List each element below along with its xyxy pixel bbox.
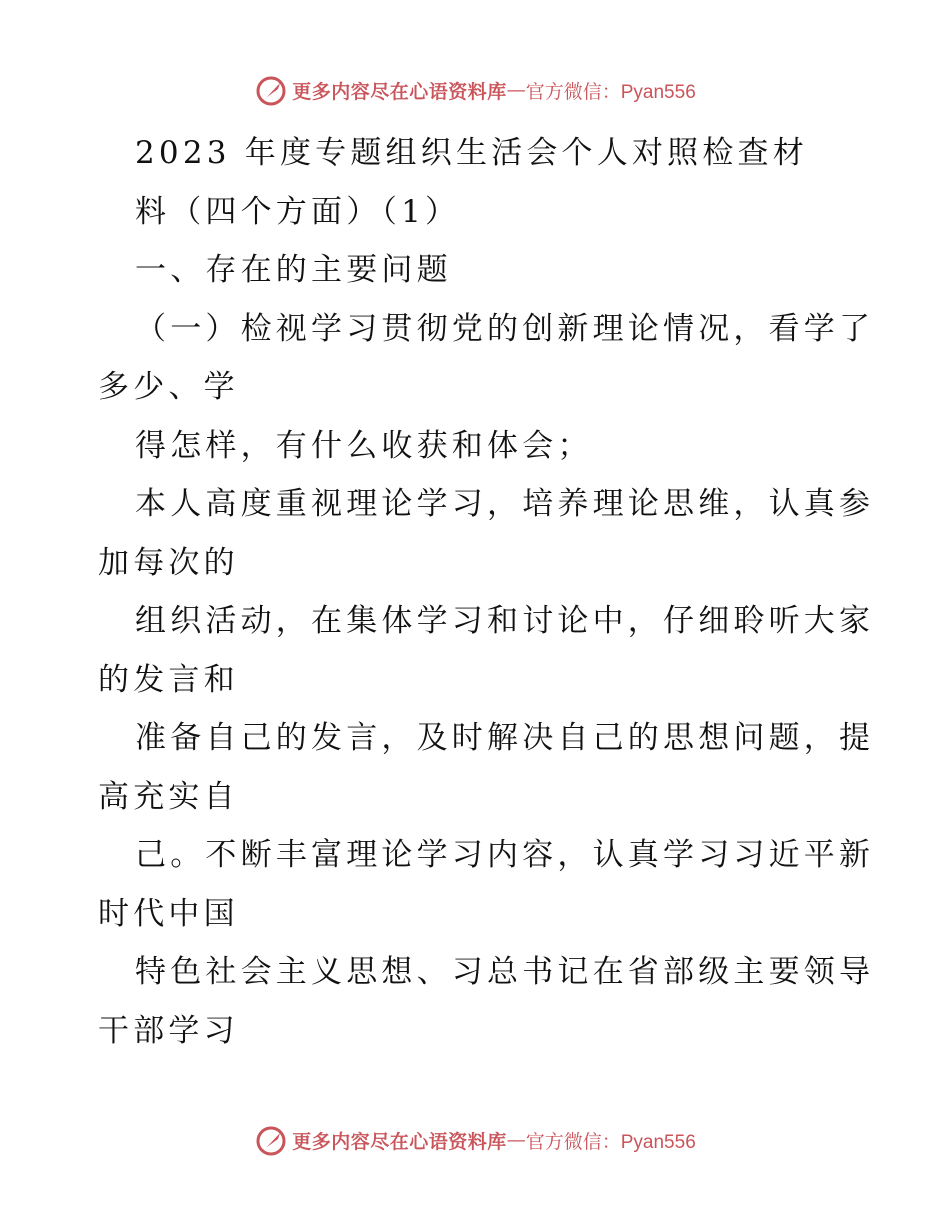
- banner-contact: 官方微信：Pyan556: [525, 1131, 696, 1153]
- text-line: 2023 年度专题组织生活会个人对照检查材: [135, 135, 808, 171]
- text-line: 己。不断丰富理论学习内容，认真学习习近平新: [135, 837, 875, 873]
- text-line: 得怎样，有什么收获和体会；: [135, 427, 593, 464]
- banner-title: 更多内容尽在心语资料库: [292, 1130, 507, 1153]
- feather-logo-icon: [254, 1123, 288, 1157]
- text-line: 多少、学: [98, 369, 239, 405]
- text-line: 加每次的: [98, 544, 239, 581]
- text-line: 高充实自: [98, 778, 239, 815]
- text-line: 时代中国: [98, 895, 239, 932]
- banner-contact: 官方微信：Pyan556: [525, 81, 696, 103]
- banner-title: 更多内容尽在心语资料库: [292, 80, 507, 103]
- text-line: 特色社会主义思想、习总书记在省部级主要领导: [135, 954, 875, 990]
- text-line: 本人高度重视理论学习，培养理论思维，认真参: [135, 486, 875, 522]
- banner-dash: —: [506, 1129, 526, 1151]
- text-line: 料（四个方面）（1）: [135, 193, 461, 230]
- text-line: 组织活动，在集体学习和讨论中，仔细聆听大家: [135, 603, 875, 639]
- footer-watermark-banner: [0, 1120, 950, 1160]
- feather-logo-icon: [254, 73, 288, 107]
- text-line: （一）检视学习贯彻党的创新理论情况，看学了: [135, 310, 875, 347]
- document-body: [98, 124, 875, 1060]
- text-line: 准备自己的发言，及时解决自己的思想问题，提: [135, 720, 875, 756]
- banner-dash: —: [506, 79, 526, 101]
- text-line: 的发言和: [98, 661, 239, 698]
- text-line: 一、存在的主要问题: [135, 252, 452, 288]
- header-watermark-banner: [0, 70, 950, 110]
- text-line: 干部学习: [98, 1012, 239, 1049]
